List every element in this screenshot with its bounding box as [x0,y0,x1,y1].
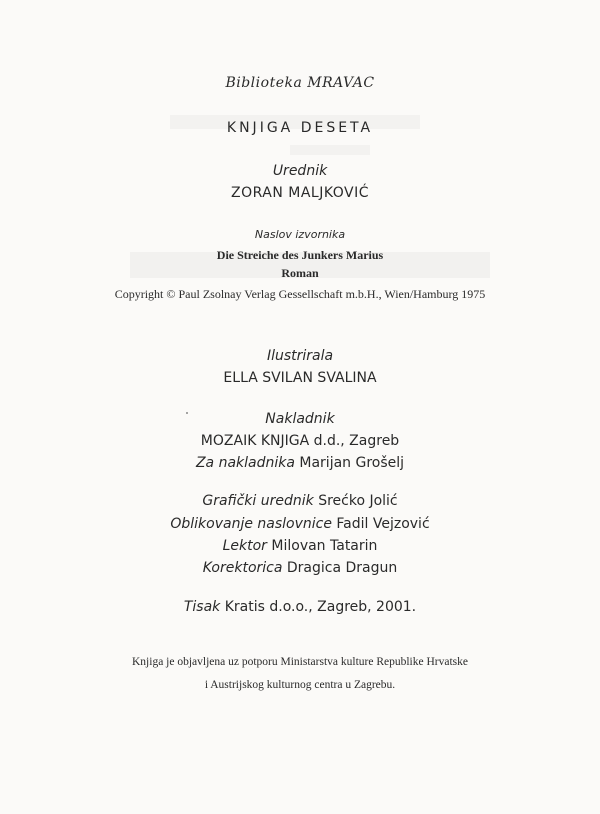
credit-name: Dragica Dragun [286,560,398,576]
show-through-shadow [290,145,370,155]
credit-role: Lektor [222,538,267,554]
credit-role: Grafički urednik [202,493,314,509]
credit-line [0,560,600,576]
printer-line [0,599,600,615]
support-note-line: i Austrijskog kulturnog centra u Zagrebu. [204,679,396,691]
credit-role: Korektorica [202,560,283,576]
publisher-representative-name: Marijan Grošelj [299,455,405,471]
editor-name: ZORAN MALJKOVIĆ [230,185,370,201]
credit-name: Fadil Vejzović [336,516,430,532]
credit-role: Oblikovanje naslovnice [170,516,332,532]
credit-line [0,493,600,509]
printer-role: Tisak [183,599,221,615]
printer-name: Kratis d.o.o., Zagreb, 2001. [224,599,417,615]
credit-name: Srećko Jolić [318,493,398,509]
book-number: KNJIGA DESETA [226,120,374,136]
original-title: Die Streiche des Junkers Marius [216,248,384,262]
illustrator-name: ELLA SVILAN SVALINA [223,370,377,386]
publisher-role: Nakladnik [265,411,335,427]
credit-name: Milovan Tatarin [271,538,378,554]
credit-line [0,516,600,532]
publisher-name: MOZAIK KNJIGA d.d., Zagreb [200,433,400,449]
publisher-representative-role: Za nakladnika [195,455,295,471]
editor-role: Urednik [272,163,328,179]
publisher-representative [0,455,600,471]
series-name: Biblioteka MRAVAC [225,75,375,91]
credit-line [0,538,600,554]
original-title-label: Naslov izvornika [254,228,346,241]
copyright-notice: Copyright © Paul Zsolnay Verlag Gessellschaft m.b.H., Wien/Hamburg 1975 [114,287,486,301]
original-type: Roman [281,266,319,280]
support-note-line: Knjiga je objavljena uz potporu Ministarstva kulture Republike Hrvatske [132,656,468,668]
illustrator-role: Ilustrirala [266,348,334,364]
